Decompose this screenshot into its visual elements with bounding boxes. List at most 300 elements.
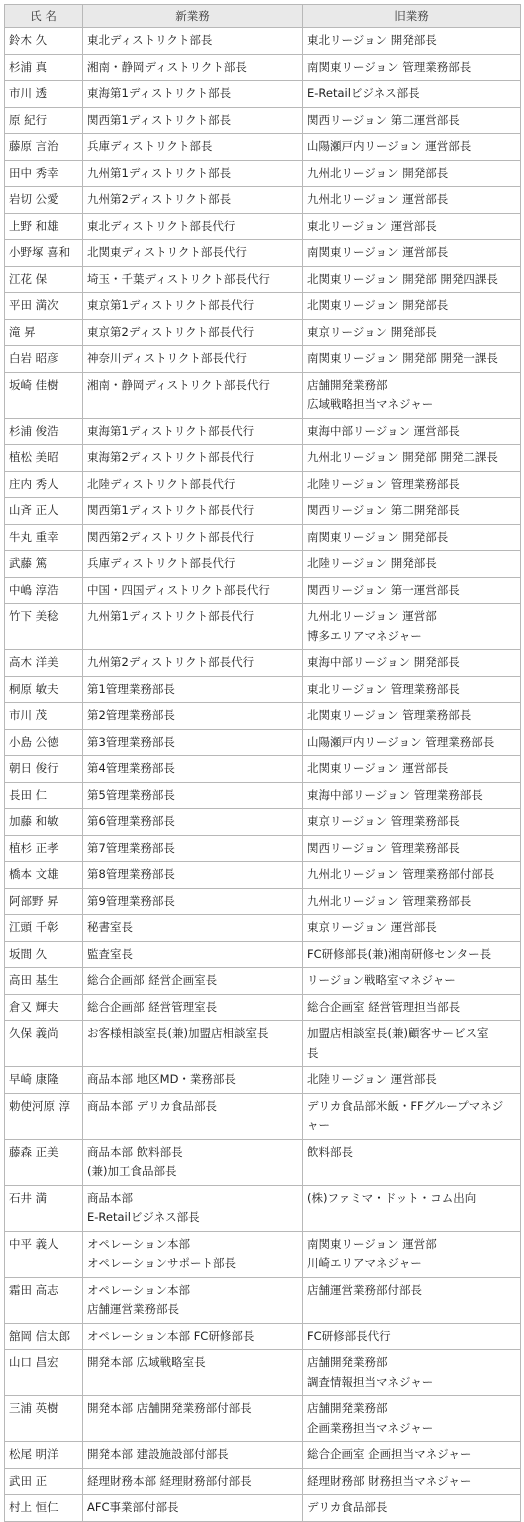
person-name-cell: 植松 美昭 xyxy=(5,445,83,472)
table-row xyxy=(5,1442,521,1469)
table-row xyxy=(5,888,521,915)
new-role-cell xyxy=(83,445,303,472)
new-role-cell xyxy=(83,729,303,756)
table-row xyxy=(5,372,521,418)
old-role-cell xyxy=(303,107,521,134)
new-role-cell xyxy=(83,650,303,677)
old-role-cell xyxy=(303,498,521,525)
person-name-cell: 平田 満次 xyxy=(5,293,83,320)
new-role-cell xyxy=(83,888,303,915)
old-role-cell xyxy=(303,1139,521,1185)
person-name-cell: 杉浦 真 xyxy=(5,54,83,81)
new-role-line: 第4管理業務部長 xyxy=(87,761,175,775)
new-role-cell xyxy=(83,1350,303,1396)
person-name-cell: 市川 茂 xyxy=(5,703,83,730)
old-role-cell xyxy=(303,1323,521,1350)
table-row xyxy=(5,1231,521,1277)
old-role-line: (株)ファミマ・ドット・コム出向 xyxy=(307,1190,477,1205)
old-role-line: ャー xyxy=(307,1118,330,1132)
new-role-line: 湘南・静岡ディストリクト部長代行 xyxy=(87,377,270,392)
table-row xyxy=(5,994,521,1021)
old-role-line: 九州北リージョン 開発部 開発二課長 xyxy=(307,450,498,464)
old-role-cell xyxy=(303,134,521,161)
new-role-line: 第8管理業務部長 xyxy=(87,867,175,881)
old-role-line: 飲料部長 xyxy=(307,1144,353,1159)
header-old-role: 旧業務 xyxy=(303,5,521,28)
new-role-cell xyxy=(83,577,303,604)
old-role-line: 東北リージョン 運営部長 xyxy=(307,218,437,233)
new-role-cell xyxy=(83,346,303,373)
new-role-line: 店舗運営業務部長 xyxy=(87,1302,179,1316)
old-role-cell xyxy=(303,471,521,498)
new-role-line: 開発本部 建設施設部付部長 xyxy=(87,1447,229,1461)
new-role-line: 関西第2ディストリクト部長代行 xyxy=(87,529,255,544)
person-name-cell: 久保 義尚 xyxy=(5,1021,83,1067)
old-role-line: 総合企画室 企画担当マネジャー xyxy=(307,1447,472,1461)
table-row xyxy=(5,1495,521,1522)
old-role-line: E-Retailビジネス部長 xyxy=(307,86,420,100)
person-name-cell: 杉浦 俊浩 xyxy=(5,418,83,445)
old-role-line: 九州北リージョン 管理業務部長 xyxy=(307,893,472,908)
old-role-cell xyxy=(303,293,521,320)
new-role-cell xyxy=(83,471,303,498)
person-name-cell: 庄内 秀人 xyxy=(5,471,83,498)
table-row xyxy=(5,187,521,214)
new-role-cell xyxy=(83,498,303,525)
old-role-line: 川崎エリアマネジャー xyxy=(307,1256,422,1270)
person-name-cell: 朝日 俊行 xyxy=(5,756,83,783)
table-row xyxy=(5,266,521,293)
old-role-cell xyxy=(303,1231,521,1277)
new-role-line: 湘南・静岡ディストリクト部長 xyxy=(87,59,247,74)
table-row xyxy=(5,756,521,783)
old-role-line: 関西リージョン 第二開発部長 xyxy=(307,503,460,517)
new-role-line: 九州第1ディストリクト部長 xyxy=(87,165,232,180)
old-role-cell xyxy=(303,650,521,677)
person-name-cell: 坂崎 佳樹 xyxy=(5,372,83,418)
person-name-cell: 竹下 美稔 xyxy=(5,604,83,650)
old-role-line: 山陽瀬戸内リージョン 運営部長 xyxy=(307,139,472,153)
new-role-cell xyxy=(83,835,303,862)
new-role-cell xyxy=(83,994,303,1021)
new-role-cell xyxy=(83,676,303,703)
table-row xyxy=(5,862,521,889)
old-role-cell xyxy=(303,213,521,240)
person-name-cell: 市川 透 xyxy=(5,81,83,108)
new-role-line: 第3管理業務部長 xyxy=(87,734,175,749)
old-role-line: 東北リージョン 管理業務部長 xyxy=(307,681,460,696)
old-role-line: 店舗開発業務部 xyxy=(307,377,388,392)
person-name-cell: 武藤 篤 xyxy=(5,551,83,578)
old-role-cell xyxy=(303,729,521,756)
old-role-line: 山陽瀬戸内リージョン 管理業務部長 xyxy=(307,734,495,749)
person-name-cell: 江花 保 xyxy=(5,266,83,293)
old-role-line: デリカ食品部長 xyxy=(307,1500,388,1514)
new-role-cell xyxy=(83,809,303,836)
person-name-cell: 桐原 敏夫 xyxy=(5,676,83,703)
new-role-line: 関西第1ディストリクト部長代行 xyxy=(87,503,255,517)
old-role-cell xyxy=(303,445,521,472)
new-role-line: 九州第2ディストリクト部長代行 xyxy=(87,655,255,669)
old-role-cell xyxy=(303,346,521,373)
person-name-cell: 牛丸 重幸 xyxy=(5,524,83,551)
new-role-cell xyxy=(83,240,303,267)
table-row xyxy=(5,1350,521,1396)
new-role-cell xyxy=(83,1468,303,1495)
old-role-cell xyxy=(303,160,521,187)
person-name-cell: 石井 満 xyxy=(5,1185,83,1231)
table-row xyxy=(5,782,521,809)
new-role-cell xyxy=(83,524,303,551)
new-role-cell xyxy=(83,134,303,161)
old-role-line: 博多エリアマネジャー xyxy=(307,628,422,643)
table-row xyxy=(5,1139,521,1185)
new-role-cell xyxy=(83,266,303,293)
old-role-line: 東京リージョン 運営部長 xyxy=(307,920,437,934)
person-name-cell: 加藤 和敏 xyxy=(5,809,83,836)
old-role-cell xyxy=(303,372,521,418)
table-row xyxy=(5,1396,521,1442)
new-role-cell xyxy=(83,1067,303,1094)
new-role-cell xyxy=(83,1396,303,1442)
roster-container xyxy=(4,4,520,1522)
person-name-cell: 上野 和雄 xyxy=(5,213,83,240)
new-role-line: 九州第2ディストリクト部長 xyxy=(87,192,232,206)
old-role-line: 店舗運営業務部付部長 xyxy=(307,1282,422,1297)
new-role-cell xyxy=(83,372,303,418)
old-role-line: 南関東リージョン 運営部長 xyxy=(307,245,449,259)
new-role-cell xyxy=(83,213,303,240)
new-role-line: 東京第1ディストリクト部長代行 xyxy=(87,298,255,312)
table-row xyxy=(5,293,521,320)
old-role-line: 関西リージョン 管理業務部長 xyxy=(307,840,460,855)
new-role-line: 第2管理業務部長 xyxy=(87,708,175,722)
table-row xyxy=(5,676,521,703)
person-name-cell: 中平 義人 xyxy=(5,1231,83,1277)
table-row xyxy=(5,1067,521,1094)
person-name-cell: 村上 恒仁 xyxy=(5,1495,83,1522)
new-role-line: 総合企画部 経営企画室長 xyxy=(87,973,218,987)
person-name-cell: 小野塚 喜和 xyxy=(5,240,83,267)
new-role-line: 北陸ディストリクト部長代行 xyxy=(87,476,236,491)
new-role-cell xyxy=(83,418,303,445)
new-role-line: オペレーションサポート部長 xyxy=(87,1256,237,1270)
old-role-line: FC研修部長(兼)湘南研修センター長 xyxy=(307,946,492,961)
person-name-cell: 藤原 言治 xyxy=(5,134,83,161)
old-role-line: 九州北リージョン 運営部長 xyxy=(307,192,449,206)
new-role-line: (兼)加工食品部長 xyxy=(87,1164,177,1178)
new-role-cell xyxy=(83,782,303,809)
person-name-cell: 植杉 正孝 xyxy=(5,835,83,862)
new-role-cell xyxy=(83,187,303,214)
new-role-line: オペレーション本部 xyxy=(87,1236,191,1251)
new-role-line: 第1管理業務部長 xyxy=(87,681,175,696)
old-role-line: 関西リージョン 第二運営部長 xyxy=(307,112,460,127)
person-name-cell: 倉又 輝夫 xyxy=(5,994,83,1021)
new-role-cell xyxy=(83,1277,303,1323)
person-name-cell: 高木 洋美 xyxy=(5,650,83,677)
table-row xyxy=(5,1021,521,1067)
new-role-line: オペレーション本部 xyxy=(87,1282,191,1297)
old-role-cell xyxy=(303,418,521,445)
table-row xyxy=(5,81,521,108)
table-row xyxy=(5,524,521,551)
old-role-cell xyxy=(303,994,521,1021)
table-row xyxy=(5,319,521,346)
table-row xyxy=(5,54,521,81)
new-role-line: 九州第1ディストリクト部長代行 xyxy=(87,609,255,623)
old-role-cell xyxy=(303,1396,521,1442)
old-role-cell xyxy=(303,240,521,267)
old-role-line: 九州北リージョン 管理業務部付部長 xyxy=(307,867,495,881)
old-role-line: 九州北リージョン 運営部 xyxy=(307,609,437,623)
new-role-cell xyxy=(83,54,303,81)
old-role-line: 総合企画室 経営管理担当部長 xyxy=(307,999,461,1014)
old-role-cell xyxy=(303,968,521,995)
new-role-cell xyxy=(83,862,303,889)
old-role-line: 北陸リージョン 運営部長 xyxy=(307,1072,437,1086)
old-role-line: FC研修部長代行 xyxy=(307,1328,391,1343)
new-role-line: 総合企画部 経営管理室長 xyxy=(87,999,218,1014)
old-role-cell xyxy=(303,577,521,604)
table-row xyxy=(5,604,521,650)
table-row xyxy=(5,915,521,942)
old-role-line: 経理財務部 財務担当マネジャー xyxy=(307,1473,472,1488)
old-role-cell xyxy=(303,941,521,968)
table-row xyxy=(5,445,521,472)
table-row xyxy=(5,498,521,525)
new-role-line: 東北ディストリクト部長代行 xyxy=(87,218,236,233)
person-name-cell: 小島 公徳 xyxy=(5,729,83,756)
table-row xyxy=(5,650,521,677)
person-name-cell: 武田 正 xyxy=(5,1468,83,1495)
old-role-cell xyxy=(303,81,521,108)
old-role-cell xyxy=(303,1277,521,1323)
old-role-cell xyxy=(303,319,521,346)
new-role-cell xyxy=(83,968,303,995)
new-role-line: 東海第1ディストリクト部長 xyxy=(87,86,232,100)
old-role-line: 関西リージョン 第一運営部長 xyxy=(307,582,460,597)
table-row xyxy=(5,107,521,134)
new-role-cell xyxy=(83,319,303,346)
new-role-line: 東京第2ディストリクト部長代行 xyxy=(87,324,255,339)
old-role-line: 東海中部リージョン 運営部長 xyxy=(307,423,460,438)
person-name-cell: 三浦 英樹 xyxy=(5,1396,83,1442)
new-role-line: 商品本部 デリカ食品部長 xyxy=(87,1098,218,1113)
table-row xyxy=(5,1468,521,1495)
table-row xyxy=(5,346,521,373)
new-role-line: 神奈川ディストリクト部長代行 xyxy=(87,351,247,365)
old-role-cell xyxy=(303,604,521,650)
old-role-cell xyxy=(303,888,521,915)
table-body xyxy=(5,28,521,1522)
new-role-line: 商品本部 飲料部長 xyxy=(87,1144,183,1159)
person-name-cell: 白岩 昭彦 xyxy=(5,346,83,373)
old-role-line: 加盟店相談室長(兼)顧客サービス室 xyxy=(307,1026,489,1040)
new-role-cell xyxy=(83,1495,303,1522)
person-name-cell: 高田 基生 xyxy=(5,968,83,995)
old-role-cell xyxy=(303,1495,521,1522)
old-role-cell xyxy=(303,1021,521,1067)
old-role-cell xyxy=(303,835,521,862)
table-row xyxy=(5,835,521,862)
new-role-line: 埼玉・千葉ディストリクト部長代行 xyxy=(87,271,270,286)
table-row xyxy=(5,577,521,604)
old-role-line: 北関東リージョン 運営部長 xyxy=(307,761,449,775)
old-role-cell xyxy=(303,809,521,836)
new-role-line: 第9管理業務部長 xyxy=(87,893,175,908)
old-role-line: 東海中部リージョン 管理業務部長 xyxy=(307,787,483,802)
old-role-line: 東京リージョン 管理業務部長 xyxy=(307,814,460,828)
new-role-line: 開発本部 広域戦略室長 xyxy=(87,1355,206,1369)
personnel-table xyxy=(4,4,521,1522)
person-name-cell: 早崎 康隆 xyxy=(5,1067,83,1094)
person-name-cell: 霜田 高志 xyxy=(5,1277,83,1323)
new-role-line: 秘書室長 xyxy=(87,920,133,934)
old-role-cell xyxy=(303,915,521,942)
new-role-cell xyxy=(83,160,303,187)
old-role-cell xyxy=(303,862,521,889)
old-role-line: 店舗開発業務部 xyxy=(307,1401,388,1415)
table-row xyxy=(5,471,521,498)
old-role-line: 南関東リージョン 管理業務部長 xyxy=(307,59,472,74)
old-role-cell xyxy=(303,756,521,783)
table-row xyxy=(5,1323,521,1350)
table-row xyxy=(5,703,521,730)
table-row xyxy=(5,28,521,55)
new-role-cell xyxy=(83,1231,303,1277)
new-role-line: 商品本部 xyxy=(87,1190,133,1205)
person-name-cell: 原 紀行 xyxy=(5,107,83,134)
old-role-cell xyxy=(303,1067,521,1094)
table-row xyxy=(5,1093,521,1139)
person-name-cell: 山斉 正人 xyxy=(5,498,83,525)
new-role-cell xyxy=(83,1442,303,1469)
new-role-cell xyxy=(83,1093,303,1139)
old-role-line: デリカ食品部米飯・FFグループマネジ xyxy=(307,1098,504,1113)
person-name-cell: 滝 昇 xyxy=(5,319,83,346)
header-name: 氏 名 xyxy=(5,5,83,28)
new-role-line: 商品本部 地区MD・業務部長 xyxy=(87,1072,236,1086)
old-role-line: リージョン戦略室マネジャー xyxy=(307,973,456,987)
new-role-line: 東海第2ディストリクト部長代行 xyxy=(87,450,255,464)
new-role-line: 関西第1ディストリクト部長 xyxy=(87,112,232,127)
new-role-cell xyxy=(83,293,303,320)
old-role-cell xyxy=(303,1185,521,1231)
old-role-cell xyxy=(303,1468,521,1495)
old-role-cell xyxy=(303,703,521,730)
person-name-cell: 橋本 文雄 xyxy=(5,862,83,889)
new-role-cell xyxy=(83,703,303,730)
old-role-line: 企画業務担当マネジャー xyxy=(307,1420,434,1435)
new-role-cell xyxy=(83,107,303,134)
old-role-line: 南関東リージョン 開発部長 xyxy=(307,529,449,544)
old-role-line: 南関東リージョン 運営部 xyxy=(307,1236,437,1251)
old-role-cell xyxy=(303,524,521,551)
header-row xyxy=(5,5,521,28)
old-role-line: 東京リージョン 開発部長 xyxy=(307,324,437,339)
new-role-cell xyxy=(83,1185,303,1231)
new-role-line: E-Retailビジネス部長 xyxy=(87,1210,200,1224)
new-role-line: AFC事業部付部長 xyxy=(87,1500,179,1514)
person-name-cell: 阿部野 昇 xyxy=(5,888,83,915)
table-row xyxy=(5,240,521,267)
old-role-line: 東海中部リージョン 開発部長 xyxy=(307,655,460,669)
header-new-role: 新業務 xyxy=(83,5,303,28)
old-role-cell xyxy=(303,676,521,703)
new-role-line: 東海第1ディストリクト部長代行 xyxy=(87,423,255,438)
new-role-cell xyxy=(83,28,303,55)
person-name-cell: 長田 仁 xyxy=(5,782,83,809)
old-role-line: 長 xyxy=(307,1045,319,1060)
old-role-cell xyxy=(303,1442,521,1469)
table-row xyxy=(5,551,521,578)
new-role-cell xyxy=(83,941,303,968)
old-role-line: 九州北リージョン 開発部長 xyxy=(307,165,449,180)
old-role-cell xyxy=(303,1350,521,1396)
table-row xyxy=(5,1185,521,1231)
new-role-line: 第7管理業務部長 xyxy=(87,840,175,855)
person-name-cell: 中嶋 淳浩 xyxy=(5,577,83,604)
new-role-cell xyxy=(83,1139,303,1185)
old-role-cell xyxy=(303,551,521,578)
new-role-line: お客様相談室長(兼)加盟店相談室長 xyxy=(87,1026,269,1040)
table-row xyxy=(5,941,521,968)
old-role-line: 北陸リージョン 開発部長 xyxy=(307,556,437,570)
new-role-cell xyxy=(83,756,303,783)
table-row xyxy=(5,1277,521,1323)
new-role-line: 第6管理業務部長 xyxy=(87,814,175,828)
old-role-line: 東北リージョン 開発部長 xyxy=(307,33,437,47)
table-row xyxy=(5,729,521,756)
person-name-cell: 江頭 千彰 xyxy=(5,915,83,942)
new-role-line: 第5管理業務部長 xyxy=(87,787,175,802)
person-name-cell: 坂間 久 xyxy=(5,941,83,968)
person-name-cell: 田中 秀幸 xyxy=(5,160,83,187)
old-role-line: 店舗開発業務部 xyxy=(307,1355,388,1369)
person-name-cell: 舘岡 信太郎 xyxy=(5,1323,83,1350)
old-role-line: 北関東リージョン 開発部長 xyxy=(307,298,449,312)
old-role-line: 北関東リージョン 開発部 開発四課長 xyxy=(307,271,498,286)
old-role-line: 北関東リージョン 管理業務部長 xyxy=(307,708,472,722)
old-role-line: 南関東リージョン 開発部 開発一課長 xyxy=(307,351,498,365)
person-name-cell: 鈴木 久 xyxy=(5,28,83,55)
table-row xyxy=(5,160,521,187)
table-row xyxy=(5,418,521,445)
new-role-line: 兵庫ディストリクト部長 xyxy=(87,139,213,153)
new-role-line: 開発本部 店舗開発業務部付部長 xyxy=(87,1401,252,1415)
new-role-line: 経理財務本部 経理財務部付部長 xyxy=(87,1473,252,1488)
new-role-cell xyxy=(83,915,303,942)
old-role-line: 北陸リージョン 管理業務部長 xyxy=(307,476,460,491)
new-role-line: オペレーション本部 FC研修部長 xyxy=(87,1328,255,1343)
new-role-cell xyxy=(83,1323,303,1350)
table-row xyxy=(5,809,521,836)
new-role-cell xyxy=(83,604,303,650)
new-role-cell xyxy=(83,551,303,578)
new-role-line: 監査室長 xyxy=(87,946,133,961)
new-role-line: 兵庫ディストリクト部長代行 xyxy=(87,556,236,570)
person-name-cell: 岩切 公愛 xyxy=(5,187,83,214)
old-role-line: 広域戦略担当マネジャー xyxy=(307,397,434,411)
old-role-cell xyxy=(303,187,521,214)
old-role-line: 調査情報担当マネジャー xyxy=(307,1374,434,1389)
old-role-cell xyxy=(303,266,521,293)
table-row xyxy=(5,213,521,240)
new-role-cell xyxy=(83,1021,303,1067)
new-role-cell xyxy=(83,81,303,108)
person-name-cell: 松尾 明洋 xyxy=(5,1442,83,1469)
